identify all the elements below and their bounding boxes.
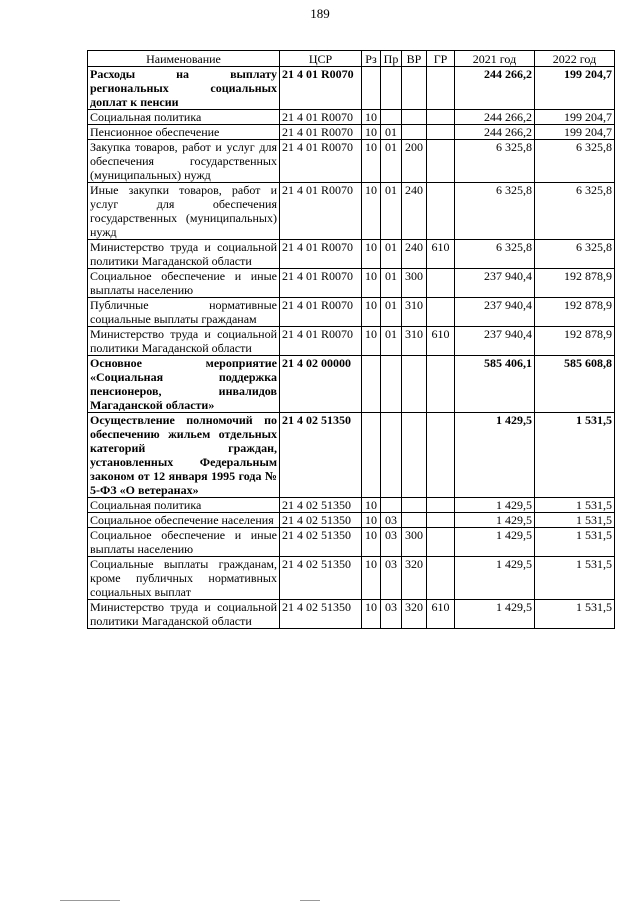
row-name-cell: Социальное обеспечение и иные выплаты населению [88, 269, 280, 298]
row-csr-cell: 21 4 01 R0070 [280, 183, 362, 240]
row-rz-cell: 10 [362, 183, 381, 240]
row-csr-cell: 21 4 02 51350 [280, 600, 362, 629]
row-pr-cell: 01 [381, 125, 402, 140]
row-2021-cell: 6 325,8 [455, 240, 535, 269]
row-pr-cell: 01 [381, 140, 402, 183]
row-csr-cell: 21 4 01 R0070 [280, 125, 362, 140]
row-2022-cell: 585 608,8 [535, 356, 615, 413]
table-row [88, 513, 615, 528]
row-name-cell: Министерство труда и социальной политики Магаданской области [88, 600, 280, 629]
row-vr-cell [402, 513, 427, 528]
row-name-cell: Расходы на выплату региональных социальных доплат к пенсии [88, 67, 280, 110]
row-csr-cell: 21 4 01 R0070 [280, 67, 362, 110]
row-rz-cell: 10 [362, 240, 381, 269]
row-gr-cell [427, 67, 455, 110]
row-name-cell: Социальное обеспечение населения [88, 513, 280, 528]
row-2022-cell: 192 878,9 [535, 298, 615, 327]
row-name-cell: Социальная политика [88, 498, 280, 513]
row-gr-cell [427, 413, 455, 498]
header-rz: Рз [362, 51, 381, 67]
table-row [88, 413, 615, 498]
row-rz-cell [362, 413, 381, 498]
row-rz-cell: 10 [362, 298, 381, 327]
row-2022-cell: 1 531,5 [535, 413, 615, 498]
row-2022-cell: 1 531,5 [535, 513, 615, 528]
header-vr: ВР [402, 51, 427, 67]
row-csr-cell: 21 4 02 51350 [280, 557, 362, 600]
header-2021: 2021 год [455, 51, 535, 67]
row-pr-cell: 03 [381, 528, 402, 557]
header-row [88, 51, 615, 67]
row-rz-cell: 10 [362, 557, 381, 600]
row-gr-cell [427, 498, 455, 513]
row-pr-cell [381, 67, 402, 110]
row-vr-cell [402, 498, 427, 513]
row-rz-cell: 10 [362, 528, 381, 557]
scan-artifact-line [300, 900, 320, 901]
row-pr-cell: 01 [381, 298, 402, 327]
table-row [88, 67, 615, 110]
row-pr-cell [381, 356, 402, 413]
row-pr-cell: 01 [381, 240, 402, 269]
row-name-cell: Министерство труда и социальной политики Магаданской области [88, 327, 280, 356]
row-gr-cell [427, 356, 455, 413]
table-row [88, 298, 615, 327]
row-pr-cell: 03 [381, 513, 402, 528]
row-rz-cell: 10 [362, 140, 381, 183]
header-pr: Пр [381, 51, 402, 67]
row-vr-cell: 310 [402, 298, 427, 327]
row-gr-cell: 610 [427, 600, 455, 629]
row-rz-cell: 10 [362, 125, 381, 140]
row-vr-cell: 240 [402, 183, 427, 240]
row-gr-cell [427, 269, 455, 298]
table-row [88, 183, 615, 240]
row-2021-cell: 1 429,5 [455, 600, 535, 629]
row-2021-cell: 244 266,2 [455, 67, 535, 110]
row-csr-cell: 21 4 01 R0070 [280, 327, 362, 356]
row-pr-cell: 03 [381, 600, 402, 629]
table-row [88, 140, 615, 183]
row-rz-cell: 10 [362, 513, 381, 528]
row-gr-cell [427, 125, 455, 140]
row-pr-cell [381, 413, 402, 498]
row-2022-cell: 199 204,7 [535, 125, 615, 140]
row-csr-cell: 21 4 02 51350 [280, 528, 362, 557]
row-pr-cell [381, 498, 402, 513]
row-gr-cell [427, 140, 455, 183]
row-2022-cell: 6 325,8 [535, 183, 615, 240]
row-gr-cell [427, 298, 455, 327]
row-vr-cell: 240 [402, 240, 427, 269]
row-name-cell: Социальная политика [88, 110, 280, 125]
row-rz-cell: 10 [362, 498, 381, 513]
row-2021-cell: 6 325,8 [455, 140, 535, 183]
header-2022: 2022 год [535, 51, 615, 67]
row-vr-cell [402, 356, 427, 413]
table-body [88, 67, 615, 629]
table-row [88, 110, 615, 125]
row-csr-cell: 21 4 02 51350 [280, 498, 362, 513]
row-pr-cell: 01 [381, 269, 402, 298]
table-row [88, 600, 615, 629]
row-2021-cell: 244 266,2 [455, 110, 535, 125]
row-gr-cell [427, 183, 455, 240]
row-csr-cell: 21 4 01 R0070 [280, 240, 362, 269]
row-2022-cell: 192 878,9 [535, 269, 615, 298]
row-vr-cell: 200 [402, 140, 427, 183]
header-gr: ГР [427, 51, 455, 67]
row-2021-cell: 244 266,2 [455, 125, 535, 140]
row-2022-cell: 199 204,7 [535, 110, 615, 125]
row-name-cell: Осуществление полномочий по обеспечению жильем отдельных категорий граждан, установленных Федеральным законом от 12 января 1995 года № 5-ФЗ «О ветеранах» [88, 413, 280, 498]
row-name-cell: Пенсионное обеспечение [88, 125, 280, 140]
row-2022-cell: 6 325,8 [535, 140, 615, 183]
row-2021-cell: 1 429,5 [455, 557, 535, 600]
row-gr-cell [427, 110, 455, 125]
row-vr-cell [402, 110, 427, 125]
row-name-cell: Министерство труда и социальной политики Магаданской области [88, 240, 280, 269]
row-rz-cell: 10 [362, 327, 381, 356]
row-pr-cell: 01 [381, 183, 402, 240]
scan-artifact-line [60, 900, 120, 901]
table-row [88, 356, 615, 413]
row-vr-cell: 300 [402, 269, 427, 298]
budget-table [87, 50, 615, 629]
row-name-cell: Социальное обеспечение и иные выплаты населению [88, 528, 280, 557]
row-2021-cell: 237 940,4 [455, 298, 535, 327]
row-vr-cell: 320 [402, 557, 427, 600]
row-2021-cell: 1 429,5 [455, 498, 535, 513]
row-csr-cell: 21 4 01 R0070 [280, 298, 362, 327]
row-vr-cell [402, 413, 427, 498]
row-gr-cell: 610 [427, 240, 455, 269]
row-2021-cell: 1 429,5 [455, 513, 535, 528]
row-csr-cell: 21 4 01 R0070 [280, 110, 362, 125]
row-csr-cell: 21 4 01 R0070 [280, 269, 362, 298]
row-name-cell: Закупка товаров, работ и услуг для обеспечения государственных (муниципальных) нужд [88, 140, 280, 183]
row-2022-cell: 1 531,5 [535, 600, 615, 629]
row-2022-cell: 6 325,8 [535, 240, 615, 269]
row-rz-cell: 10 [362, 269, 381, 298]
page-number: 189 [310, 6, 330, 21]
row-2021-cell: 1 429,5 [455, 528, 535, 557]
row-name-cell: Иные закупки товаров, работ и услуг для обеспечения государственных (муниципальных) нужд [88, 183, 280, 240]
row-vr-cell [402, 125, 427, 140]
table-row [88, 240, 615, 269]
row-2021-cell: 585 406,1 [455, 356, 535, 413]
row-rz-cell: 10 [362, 600, 381, 629]
row-vr-cell: 300 [402, 528, 427, 557]
row-csr-cell: 21 4 02 51350 [280, 513, 362, 528]
row-vr-cell: 320 [402, 600, 427, 629]
row-rz-cell [362, 67, 381, 110]
row-pr-cell: 01 [381, 327, 402, 356]
table-row [88, 269, 615, 298]
row-csr-cell: 21 4 02 51350 [280, 413, 362, 498]
header-name: Наименование [88, 51, 280, 67]
row-name-cell: Публичные нормативные социальные выплаты гражданам [88, 298, 280, 327]
table-row [88, 557, 615, 600]
row-name-cell: Основное мероприятие «Социальная поддержка пенсионеров, инвалидов Магаданской области» [88, 356, 280, 413]
row-2021-cell: 6 325,8 [455, 183, 535, 240]
row-2021-cell: 237 940,4 [455, 269, 535, 298]
row-2022-cell: 1 531,5 [535, 498, 615, 513]
row-2022-cell: 192 878,9 [535, 327, 615, 356]
row-gr-cell [427, 557, 455, 600]
row-pr-cell [381, 110, 402, 125]
row-csr-cell: 21 4 01 R0070 [280, 140, 362, 183]
row-2022-cell: 199 204,7 [535, 67, 615, 110]
row-name-cell: Социальные выплаты гражданам, кроме публичных нормативных социальных выплат [88, 557, 280, 600]
table-row [88, 528, 615, 557]
row-2021-cell: 237 940,4 [455, 327, 535, 356]
table-row [88, 327, 615, 356]
row-pr-cell: 03 [381, 557, 402, 600]
row-csr-cell: 21 4 02 00000 [280, 356, 362, 413]
row-gr-cell: 610 [427, 327, 455, 356]
table-row [88, 125, 615, 140]
row-2021-cell: 1 429,5 [455, 413, 535, 498]
row-2022-cell: 1 531,5 [535, 557, 615, 600]
row-rz-cell [362, 356, 381, 413]
row-vr-cell [402, 67, 427, 110]
table-row [88, 498, 615, 513]
header-csr: ЦСР [280, 51, 362, 67]
row-gr-cell [427, 513, 455, 528]
row-gr-cell [427, 528, 455, 557]
row-2022-cell: 1 531,5 [535, 528, 615, 557]
row-vr-cell: 310 [402, 327, 427, 356]
row-rz-cell: 10 [362, 110, 381, 125]
